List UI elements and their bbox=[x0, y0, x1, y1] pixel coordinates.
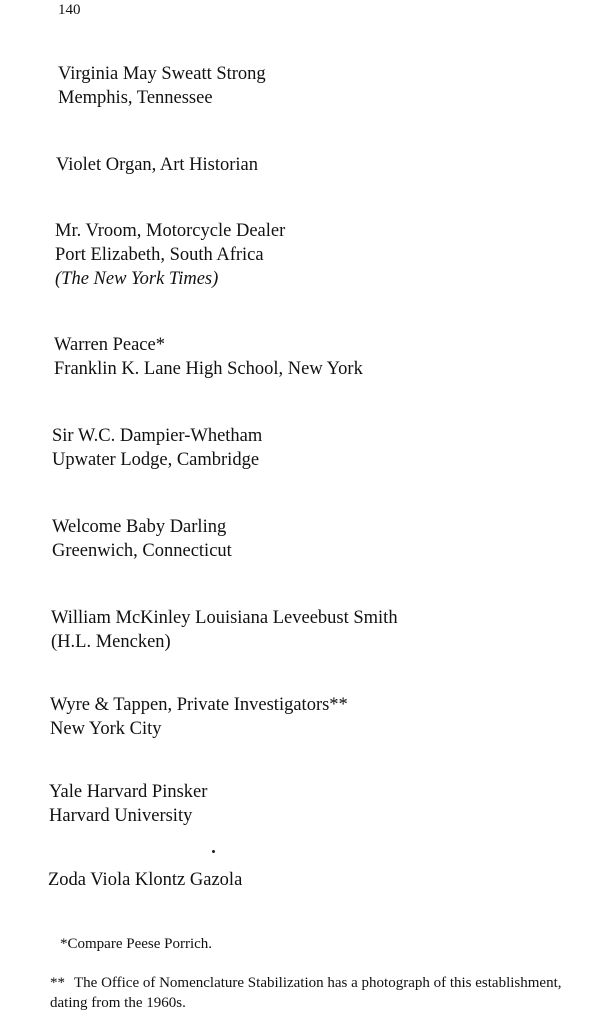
name-entry bbox=[54, 333, 363, 381]
entry-detail: Franklin K. Lane High School, New York bbox=[54, 359, 363, 379]
entry-name: Wyre & Tappen, Private Investigators** bbox=[50, 695, 348, 715]
entry-detail: Port Elizabeth, South Africa bbox=[55, 245, 264, 265]
name-entry bbox=[51, 606, 398, 654]
entry-detail: Harvard University bbox=[49, 806, 193, 826]
entry-name: Virginia May Sweatt Strong bbox=[58, 64, 266, 84]
entry-detail: New York City bbox=[50, 719, 162, 739]
name-entry bbox=[52, 515, 232, 563]
name-entry bbox=[55, 219, 285, 291]
entry-name: William McKinley Louisiana Leveebust Smith bbox=[51, 608, 398, 628]
footnote-mark: * bbox=[60, 936, 68, 952]
entry-detail: Upwater Lodge, Cambridge bbox=[52, 450, 260, 470]
entry-name: Yale Harvard Pinsker bbox=[49, 782, 208, 802]
name-entry bbox=[48, 868, 242, 892]
name-entry bbox=[52, 424, 262, 472]
name-entry bbox=[56, 153, 258, 177]
entry-name: Warren Peace* bbox=[54, 335, 165, 355]
entry-name: Mr. Vroom, Motorcycle Dealer bbox=[55, 221, 286, 241]
entry-detail: Greenwich, Connecticut bbox=[52, 541, 232, 561]
entry-detail: Memphis, Tennessee bbox=[58, 88, 213, 108]
ink-speck bbox=[212, 850, 215, 853]
footnote-mark: ** bbox=[50, 975, 65, 991]
footnote bbox=[60, 934, 212, 954]
name-entry bbox=[49, 780, 207, 828]
name-entry bbox=[58, 62, 266, 110]
page-number: 140 bbox=[58, 2, 81, 18]
footnote-text: Compare Peese Porrich. bbox=[67, 936, 213, 952]
entry-name: Welcome Baby Darling bbox=[52, 517, 227, 537]
entry-name: Sir W.C. Dampier-Whetham bbox=[52, 426, 263, 446]
entry-name: Violet Organ, Art Historian bbox=[56, 155, 259, 175]
entry-detail: (H.L. Mencken) bbox=[51, 632, 171, 652]
footnote-text: The Office of Nomenclature Stabilization has a photograph of this establishment, dating from the 1960s. bbox=[50, 975, 562, 1011]
footnote bbox=[50, 973, 598, 1013]
entry-name: Zoda Viola Klontz Gazola bbox=[48, 870, 243, 890]
entry-source: (The New York Times) bbox=[55, 269, 219, 289]
name-entry bbox=[50, 693, 348, 741]
